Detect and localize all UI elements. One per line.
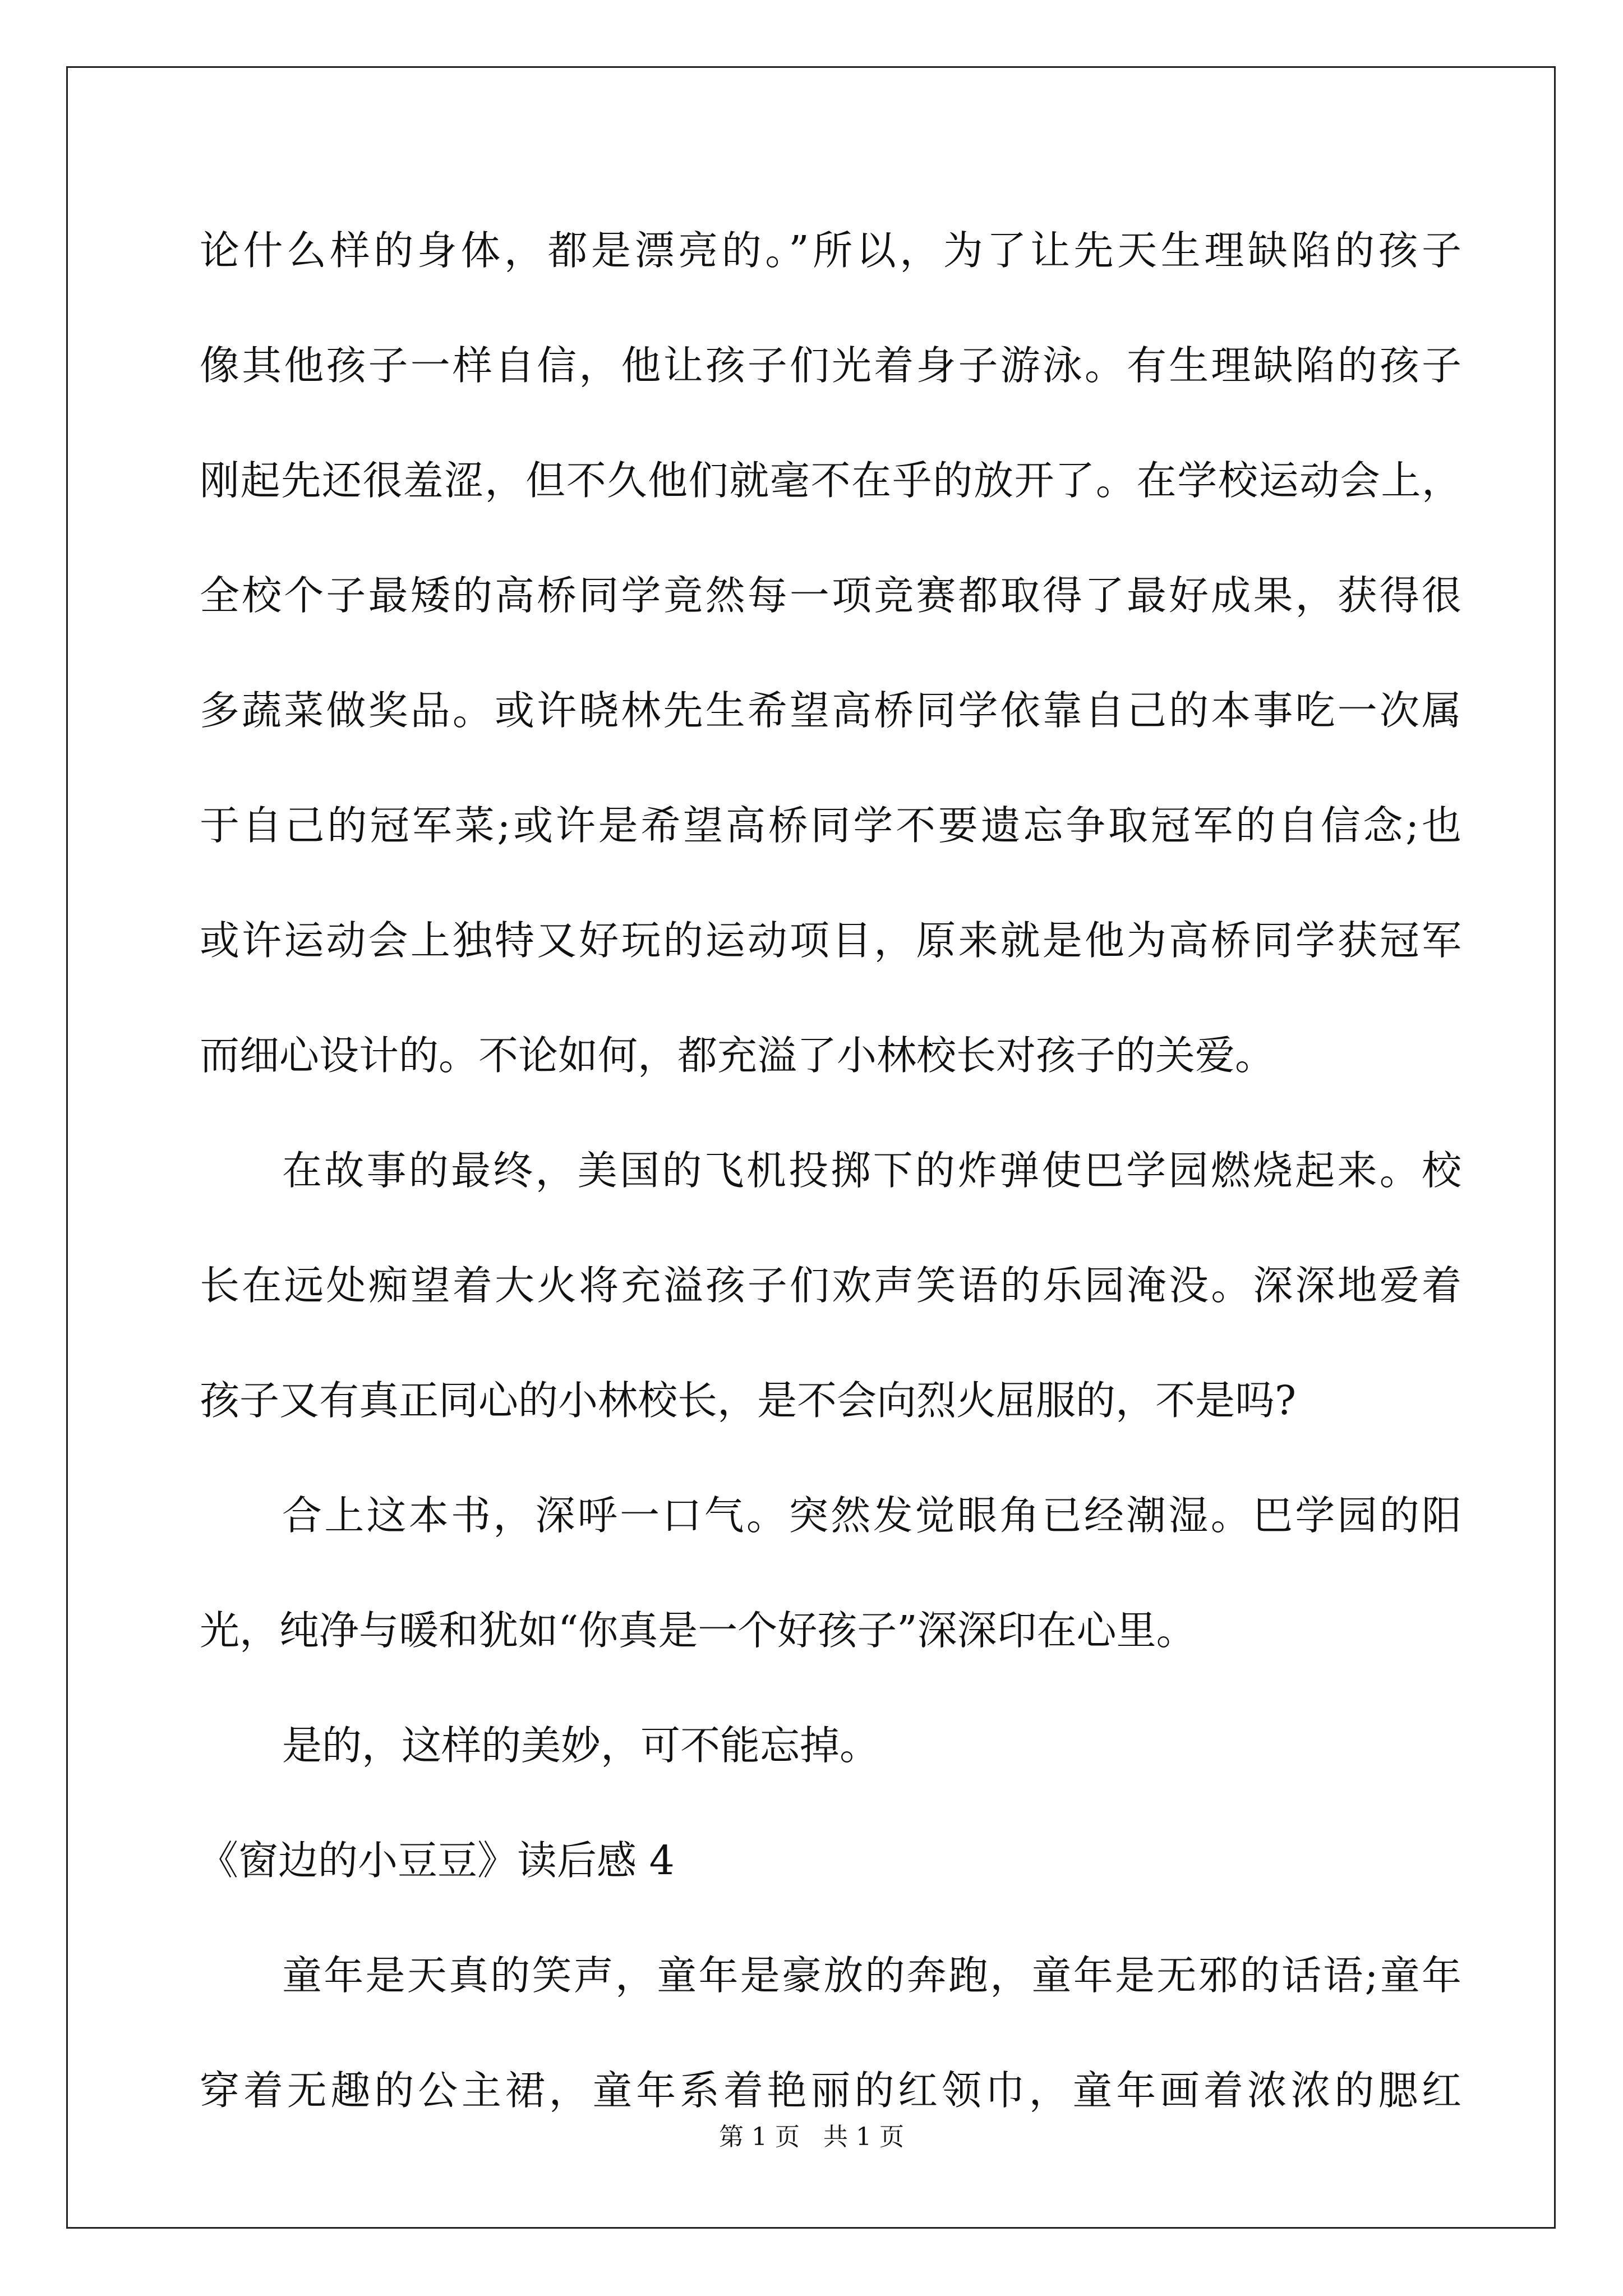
paragraph-line: 多蔬菜做奖品。或许晓林先生希望高桥同学依靠自己的本事吃一次属	[200, 687, 1461, 734]
paragraph-line: 全校个子最矮的高桥同学竟然每一项竞赛都取得了最好成果，获得很	[200, 572, 1461, 619]
paragraph-line: 光，纯净与暖和犹如“你真是一个好孩子”深深印在心里。	[200, 1607, 1196, 1654]
paragraph-line: 长在远处痴望着大火将充溢孩子们欢声笑语的乐园淹没。深深地爱着	[200, 1262, 1461, 1309]
paragraph-line: 像其他孩子一样自信，他让孩子们光着身子游泳。有生理缺陷的孩子	[200, 342, 1461, 389]
section-heading: 《窗边的小豆豆》读后感 4	[199, 1837, 675, 1884]
paragraph-line: 在故事的最终，美国的飞机投掷下的炸弹使巴学园燃烧起来。校	[282, 1147, 1461, 1194]
paragraph-line: 童年是天真的笑声，童年是豪放的奔跑，童年是无邪的话语;童年	[282, 1952, 1461, 1999]
document-body	[200, 214, 1461, 2169]
paragraph-line: 孩子又有真正同心的小林校长，是不会向烈火屈服的，不是吗?	[200, 1377, 1297, 1424]
paragraph-line: 于自己的冠军菜;或许是希望高桥同学不要遗忘争取冠军的自信念;也	[200, 802, 1461, 849]
paragraph-line: 论什么样的身体，都是漂亮的。”所以，为了让先天生理缺陷的孩子	[200, 227, 1461, 274]
paragraph-line: 而细心设计的。不论如何，都充溢了小林校长对孩子的关爱。	[200, 1032, 1275, 1079]
paragraph-line: 合上这本书，深呼一口气。突然发觉眼角已经潮湿。巴学园的阳	[282, 1492, 1461, 1539]
paragraph-line: 是的，这样的美妙，可不能忘掉。	[282, 1722, 880, 1769]
page-footer: 第 1 页 共 1 页	[719, 2123, 904, 2151]
paragraph-line: 刚起先还很羞涩，但不久他们就毫不在乎的放开了。在学校运动会上，	[200, 457, 1461, 504]
paragraph-line: 或许运动会上独特又好玩的运动项目，原来就是他为高桥同学获冠军	[200, 917, 1461, 964]
paragraph-line: 穿着无趣的公主裙，童年系着艳丽的红领巾，童年画着浓浓的腮红	[200, 2067, 1461, 2114]
